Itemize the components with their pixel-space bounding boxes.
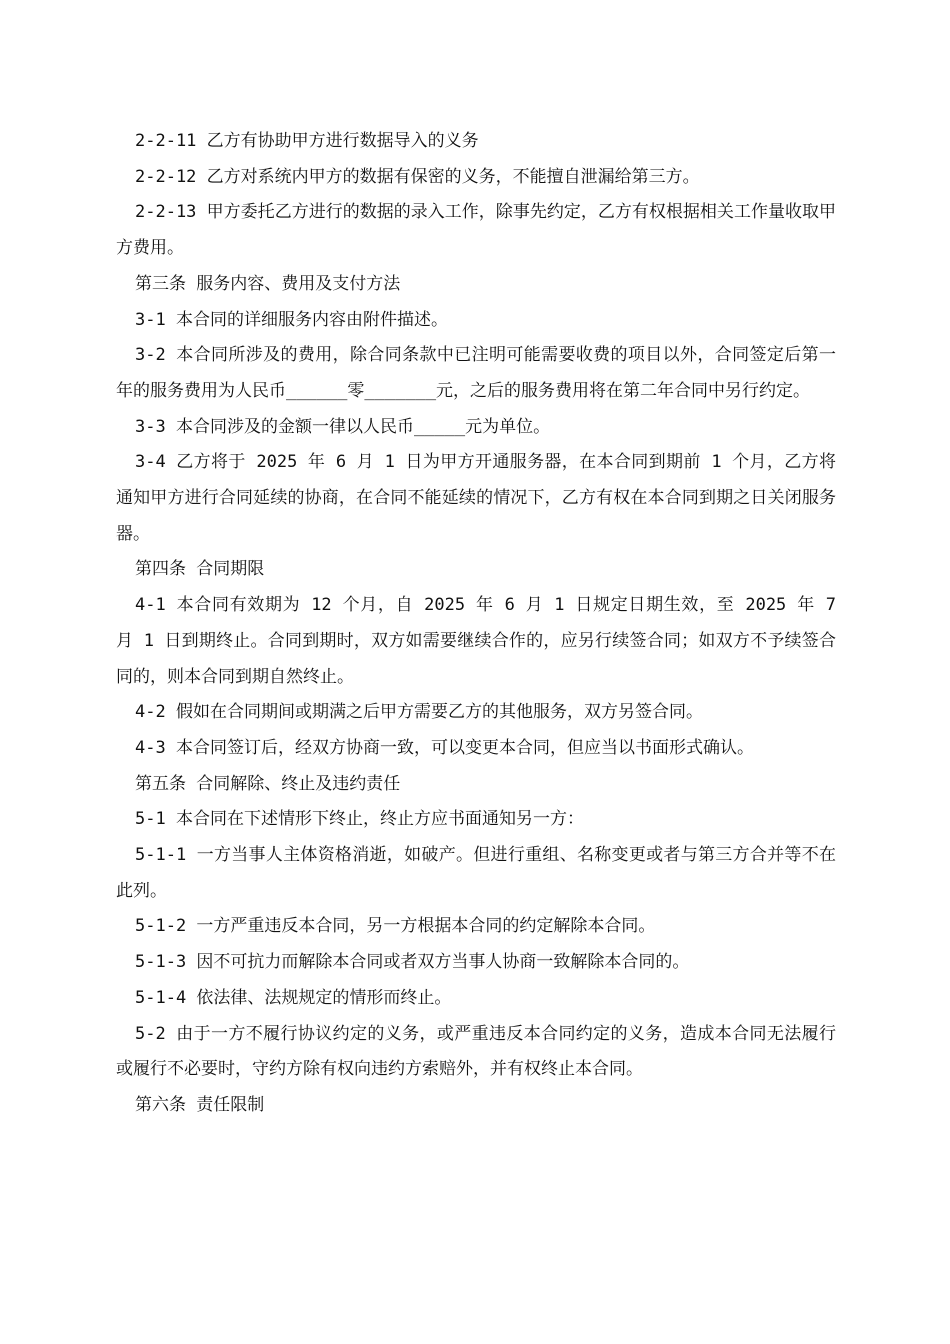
clause-2-2-13: 2-2-13 甲方委托乙方进行的数据的录入工作，除事先约定，乙方有权根据相关工作量收取甲方费用。 xyxy=(116,202,836,259)
document-page xyxy=(116,124,836,1124)
clause-4-1: 4-1 本合同有效期为 12 个月，自 2025 年 6 月 1 日规定日期生效，至 2025 年 7 月 1 日到期终止。合同到期时，双方如需要继续合作的，应另行续签合同；如双方不予续签合同的，则本合同到期自然终止。 xyxy=(116,595,836,687)
clause-5-1-1: 5-1-1 一方当事人主体资格消逝，如破产。但进行重组、名称变更或者与第三方合并等不在此列。 xyxy=(116,845,836,901)
clause-2-2-12: 2-2-12 乙方对系统内甲方的数据有保密的义务，不能擅自泄漏给第三方。 xyxy=(135,166,700,187)
article-4-heading: 第四条 合同期限 xyxy=(135,559,265,580)
clause-3-1: 3-1 本合同的详细服务内容由附件描述。 xyxy=(135,309,448,330)
clause-4-2: 4-2 假如在合同期间或期满之后甲方需要乙方的其他服务，双方另签合同。 xyxy=(135,702,703,723)
clause-4-3: 4-3 本合同签订后，经双方协商一致，可以变更本合同，但应当以书面形式确认。 xyxy=(135,737,754,758)
clause-5-1-4: 5-1-4 依法律、法规规定的情形而终止。 xyxy=(135,987,452,1008)
clause-5-1: 5-1 本合同在下述情形下终止，终止方应书面通知另一方： xyxy=(135,809,584,830)
clause-3-4: 3-4 乙方将于 2025 年 6 月 1 日为甲方开通服务器，在本合同到期前 1 个月，乙方将通知甲方进行合同延续的协商，在合同不能延续的情况下，乙方有权在本合同到期之日关闭服务器。 xyxy=(116,452,836,544)
clause-5-2: 5-2 由于一方不履行协议约定的义务，或严重违反本合同约定的义务，造成本合同无法履行或履行不必要时，守约方除有权向违约方索赔外，并有权终止本合同。 xyxy=(116,1023,836,1080)
clause-2-2-11: 2-2-11 乙方有协助甲方进行数据导入的义务 xyxy=(135,131,479,151)
article-3-heading: 第三条 服务内容、费用及支付方法 xyxy=(135,273,401,294)
clause-5-1-3: 5-1-3 因不可抗力而解除本合同或者双方当事人协商一致解除本合同的。 xyxy=(135,952,690,973)
clause-3-3: 3-3 本合同涉及的金额一律以人民币_____元为单位。 xyxy=(135,416,551,437)
clause-3-2: 3-2 本合同所涉及的费用，除合同条款中已注明可能需要收费的项目以外，合同签定后第一年的服务费用为人民币______零_______元，之后的服务费用将在第二年合同中另行约定。 xyxy=(116,345,836,401)
clause-5-1-2: 5-1-2 一方严重违反本合同，另一方根据本合同的约定解除本合同。 xyxy=(135,916,656,937)
article-6-heading: 第六条 责任限制 xyxy=(135,1094,265,1115)
article-5-heading: 第五条 合同解除、终止及违约责任 xyxy=(135,773,401,794)
